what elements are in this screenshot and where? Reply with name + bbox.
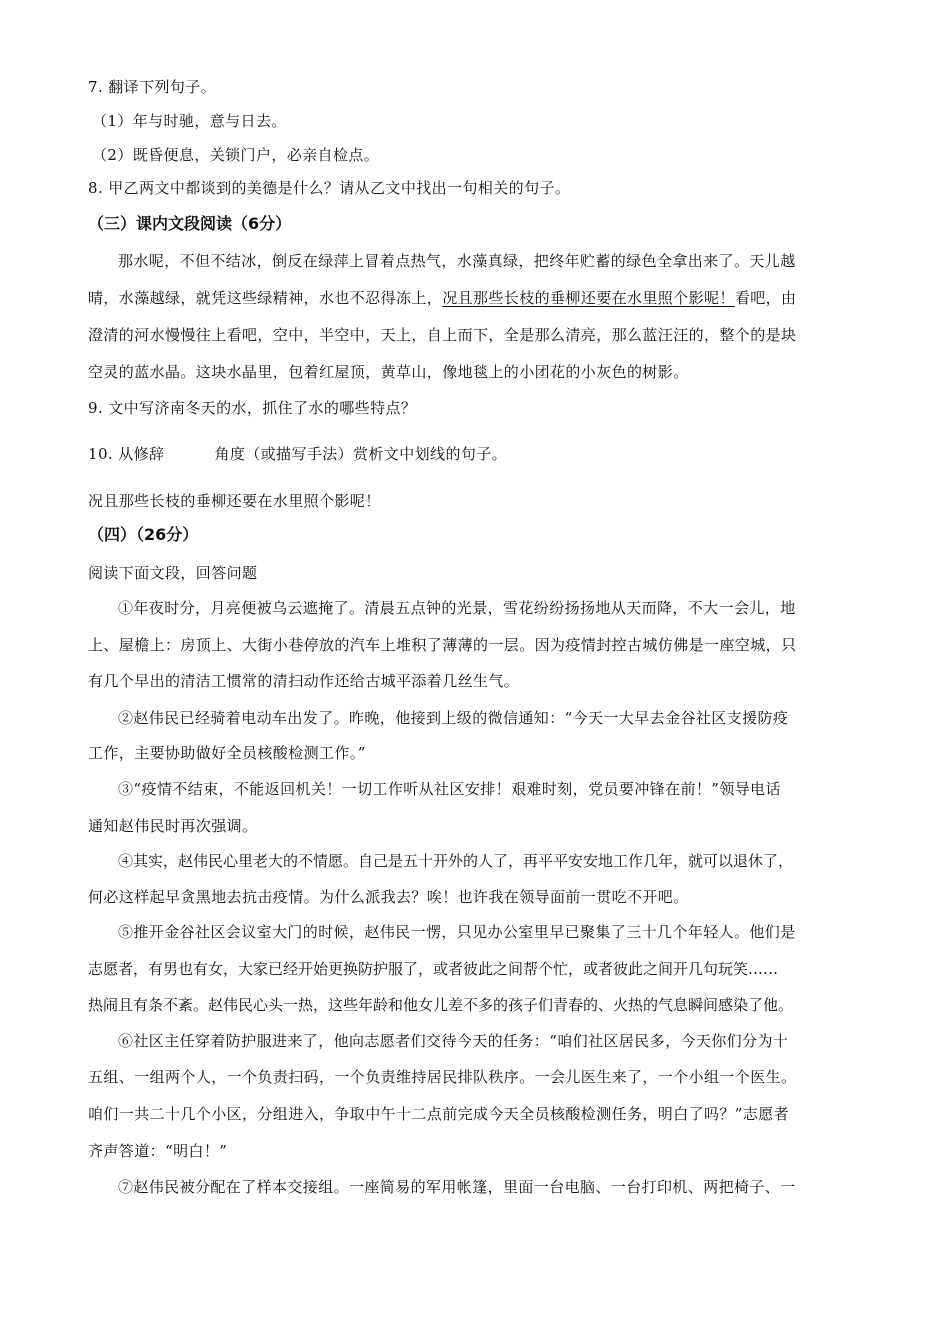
paragraph-line: 咱们一共二十几个小区，分组进入，争取中午十二点前完成今天全员核酸检测任务，明白了吗？”志愿者 — [88, 1105, 790, 1123]
paragraph-line: ⑥社区主任穿着防护服进来了，他向志愿者们交待今天的任务：“咱们社区居民多，今天你们分为十 — [118, 1032, 789, 1050]
underlined-sentence: 况且那些长枝的垂柳还要在水里照个影呢！ — [442, 289, 735, 307]
paragraph-line: 热闹且有条不紊。赵伟民心头一热，这些年龄和他女儿差不多的孩子们青春的、火热的气息瞬间感染了他。 — [88, 996, 794, 1014]
paragraph-line: ②赵伟民已经骑着电动车出发了。昨晚，他接到上级的微信通知：“今天一大早去金谷社区支援防疫 — [118, 709, 789, 727]
passage-3-line: 空灵的蓝水晶。这块水晶里，包着红屋顶，黄草山，像地毯上的小团花的小灰色的树影。 — [88, 363, 689, 381]
question-10 — [88, 443, 868, 465]
quoted-sentence: 况且那些长枝的垂柳还要在水里照个影呢！ — [88, 492, 381, 510]
question-7-item-2: （2）既昏便息，关锁门户，必亲自检点。 — [92, 146, 380, 164]
question-7-title: 7. 翻译下列句子。 — [88, 78, 217, 96]
paragraph-line: ⑤推开金谷社区会议室大门的时候，赵伟民一愣，只见办公室里早已聚集了三十几个年轻人。他们是 — [118, 923, 796, 941]
passage-3-line — [88, 287, 868, 309]
paragraph-line: 通知赵伟民时再次强调。 — [88, 817, 258, 835]
passage-3-text: 看吧，由 — [734, 289, 797, 307]
question-8: 8. 甲乙两文中都谈到的美德是什么？请从乙文中找出一句相关的句子。 — [88, 179, 571, 197]
section-4-heading: （四）（26分） — [88, 525, 199, 544]
section-3-heading: （三）课内文段阅读（6分） — [88, 214, 292, 233]
paragraph-line: 志愿者，有男也有女，大家已经开始更换防护服了，或者彼此之间帮个忙，或者彼此之间开几句玩笑…… — [88, 960, 779, 978]
paragraph-line: 何必这样起早贪黑地去抗击疫情。为什么派我去？唉！也许我在领导面前一贯吃不开吧。 — [88, 888, 689, 906]
paragraph-line: 工作，主要协助做好全员核酸检测工作。” — [88, 744, 366, 762]
passage-3-line: 澄清的河水慢慢往上看吧，空中，半空中，天上，自上而下，全是那么清亮，那么蓝汪汪的，整个的是块 — [88, 326, 797, 344]
paragraph-line: 有几个早出的清洁工惯常的清扫动作还给古城平添着几丝生气。 — [88, 672, 520, 690]
question-9: 9. 文中写济南冬天的水，抓住了水的哪些特点？ — [88, 399, 417, 417]
paragraph-line: ⑦赵伟民被分配在了样本交接组。一座简易的军用帐篷，里面一台电脑、一台打印机、两把椅子、一 — [118, 1178, 796, 1196]
paragraph-line: ④其实，赵伟民心里老大的不情愿。自己是五十开外的人了，再平平安安地工作几年，就可以退休了， — [118, 852, 794, 870]
question-10-part-b: 角度（或描写手法）赏析文中划线的句子。 — [214, 445, 508, 463]
paragraph-line: 五组、一组两个人，一个负责扫码，一个负责维持居民排队秩序。一会儿医生来了，一个小组一个医生。 — [88, 1068, 797, 1086]
paragraph-line: ①年夜时分，月亮便被乌云遮掩了。清晨五点钟的光景，雪花纷纷扬扬地从天而降，不大一会儿，地 — [118, 599, 796, 617]
question-7-item-1: （1）年与时驰，意与日去。 — [92, 112, 287, 130]
question-10-part-a: 10. 从修辞 — [88, 445, 165, 463]
section-4-intro: 阅读下面文段，回答问题 — [88, 564, 258, 582]
passage-3-line: 那水呢，不但不结冰，倒反在绿萍上冒着点热气，水藻真绿，把终年贮蓄的绿色全拿出来了。天儿越 — [118, 252, 796, 270]
paragraph-line: 上、屋檐上：房顶上、大街小巷停放的汽车上堆积了薄薄的一层。因为疫情封控古城仿佛是一座空城，只 — [88, 636, 797, 654]
passage-3-text: 晴，水藻越绿，就凭这些绿精神，水也不忍得冻上， — [88, 289, 443, 307]
paragraph-line: ③“疫情不结束，不能返回机关！一切工作听从社区安排！艰难时刻，党员要冲锋在前！”领导电话 — [118, 780, 781, 798]
paragraph-line: 齐声答道：“明白！” — [88, 1142, 228, 1160]
